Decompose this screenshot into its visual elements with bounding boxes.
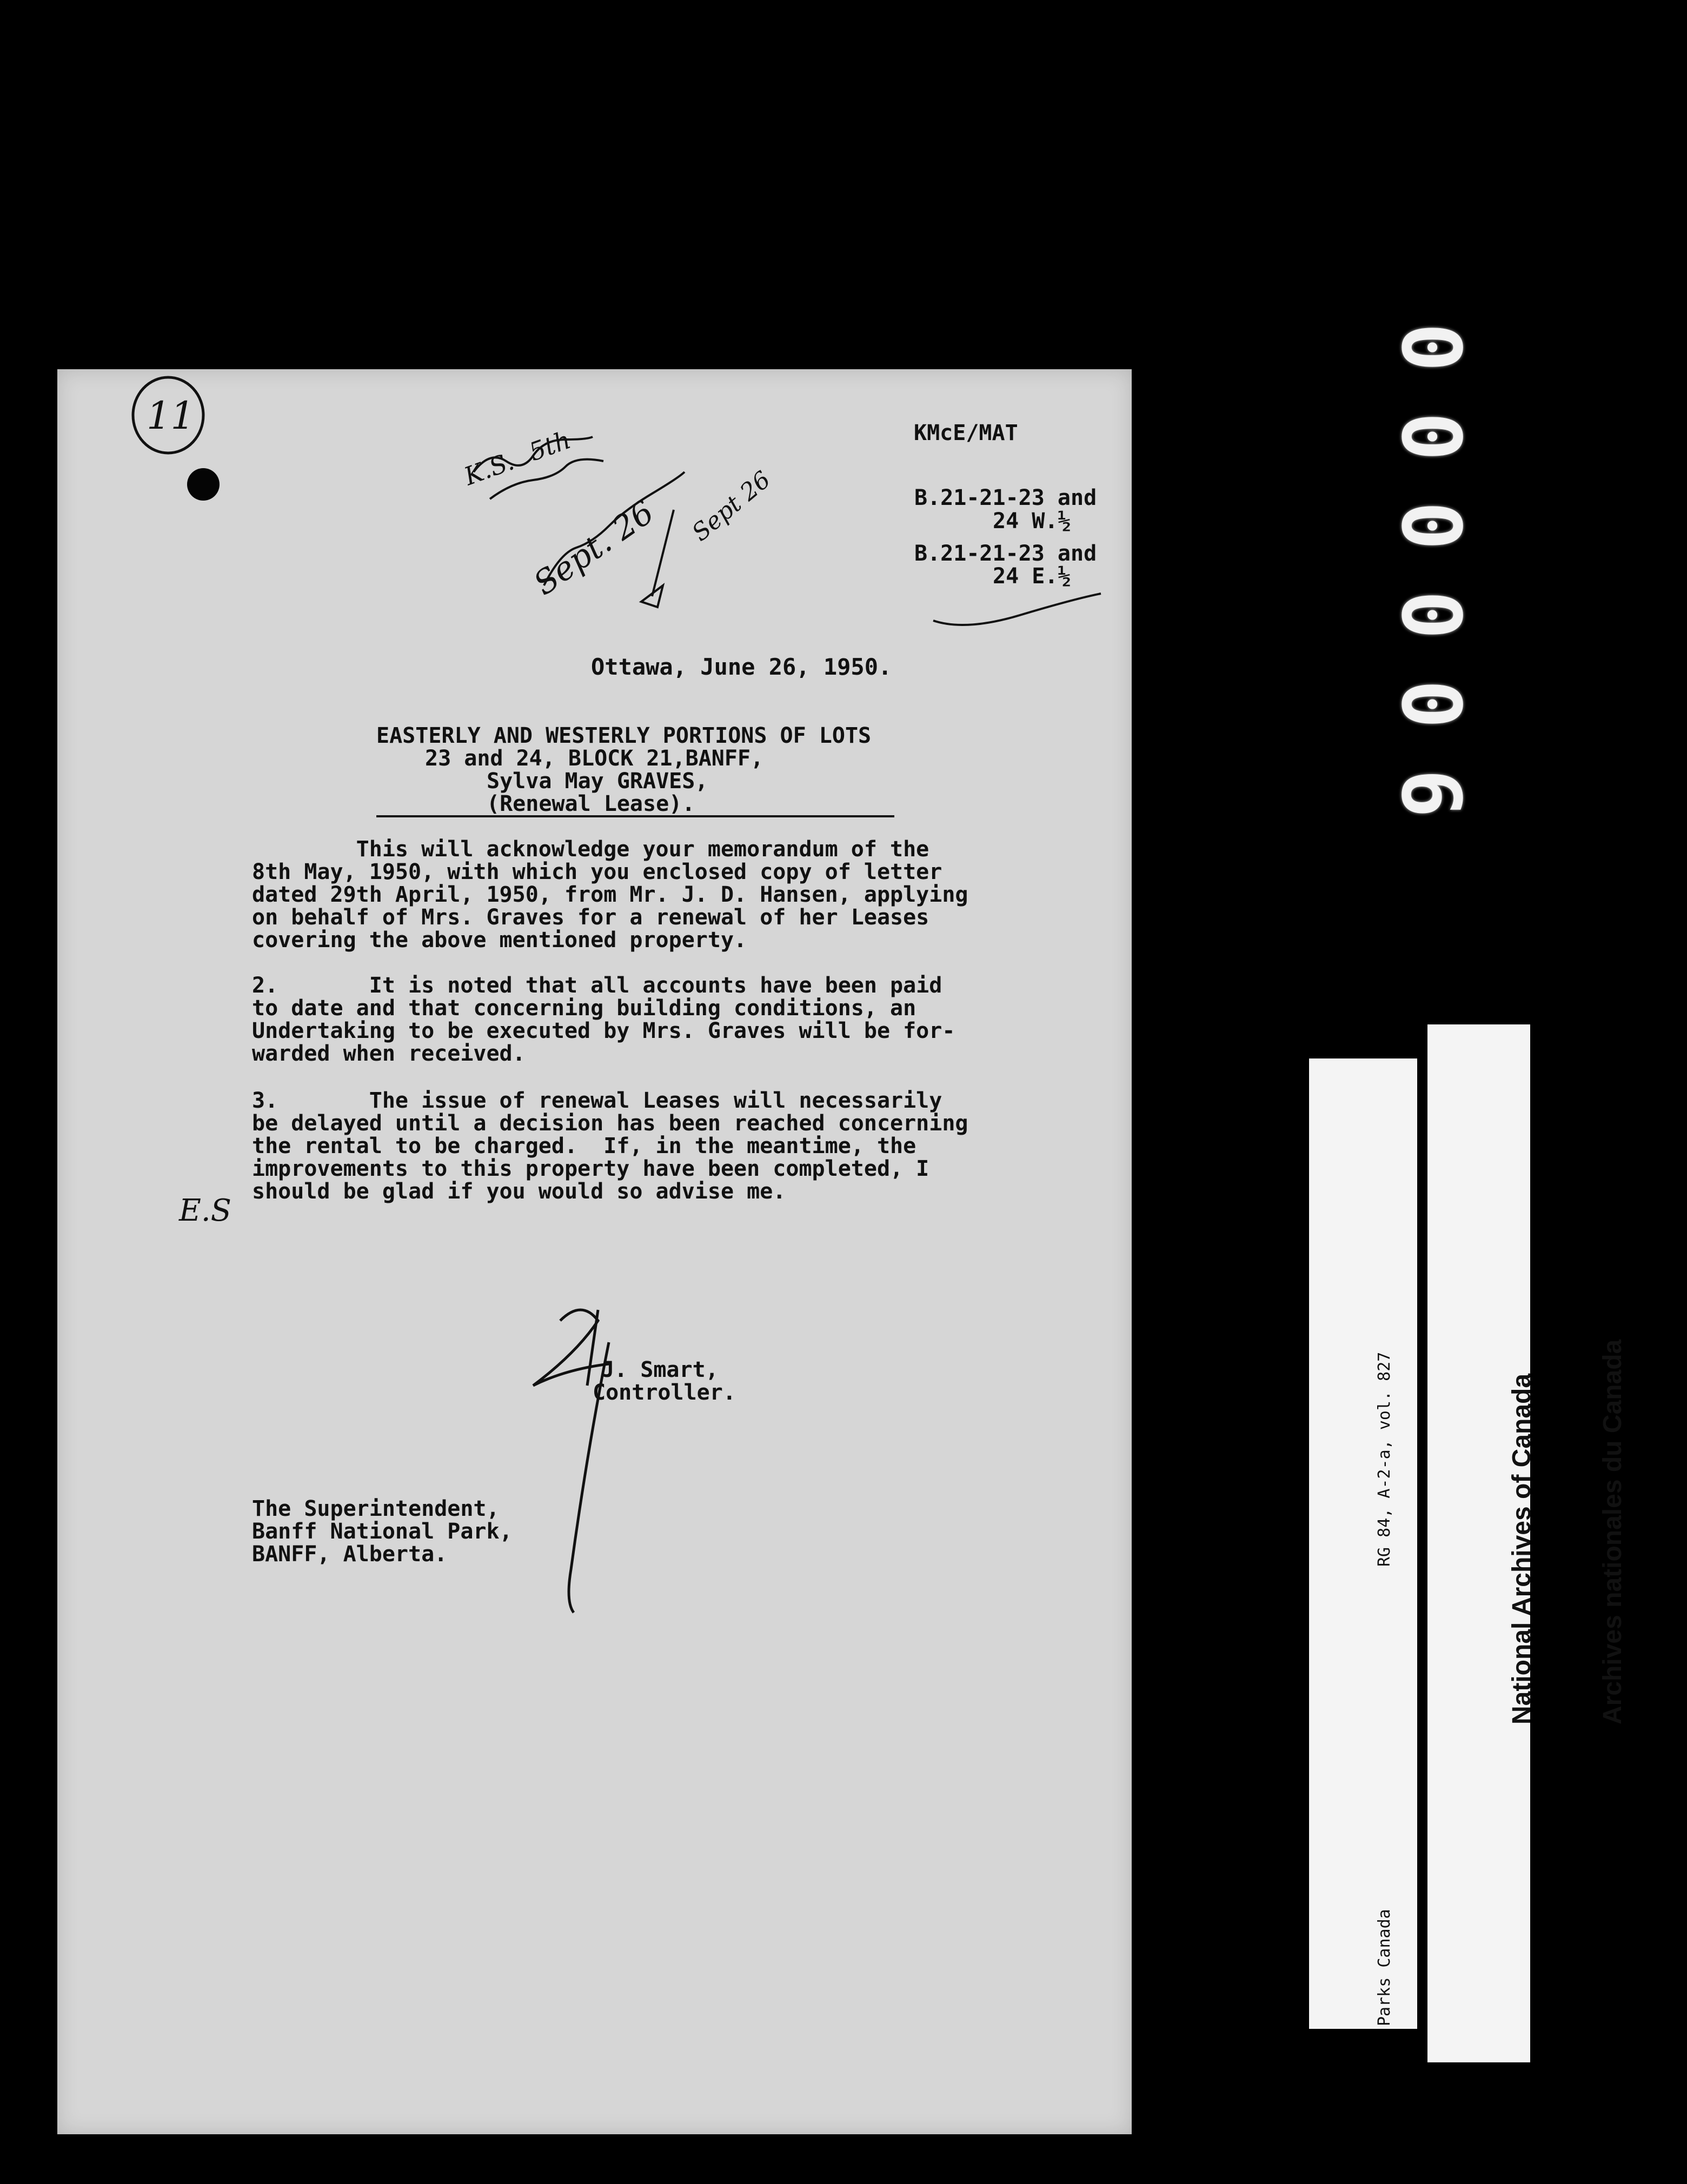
addressee-line-2: Banff National Park, [252, 1519, 513, 1544]
addressee-line-1: The Superintendent, [252, 1496, 500, 1521]
date-line: Ottawa, June 26, 1950. [591, 654, 892, 680]
handwritten-note-4: Sept 26 [687, 465, 776, 547]
margin-initials: E.S [179, 1193, 232, 1228]
creator-text: Parks Canada [1375, 1909, 1394, 2026]
document-page [57, 369, 1132, 2134]
subject-line-1: EASTERLY AND WESTERLY PORTIONS OF LOTS [376, 723, 872, 748]
para1-line-2: 8th May, 1950, with which you enclosed copy of letter [252, 860, 942, 884]
para3-line-4: improvements to this property have been completed, I [252, 1156, 929, 1181]
page-number-handwritten: 11 [147, 394, 195, 438]
para1-line-4: on behalf of Mrs. Graves for a renewal of her Leases [252, 905, 929, 930]
institution-text: National Archives of Canada Archives nationales du Canada [1507, 1339, 1627, 1724]
signature-scrawl [533, 1310, 609, 1613]
handwriting-layer [57, 369, 1132, 2134]
file-ref-4: 24 E.½ [993, 564, 1071, 589]
signatory-name: J. Smart, [601, 1357, 719, 1382]
para1-line-3: dated 29th April, 1950, from Mr. J. D. Hansen, applying [252, 882, 968, 907]
para3-line-3: the rental to be charged. If, in the meantime, the [252, 1134, 916, 1158]
para2-line-3: Undertaking to be executed by Mrs. Graves will be for- [252, 1018, 955, 1043]
para2-line-2: to date and that concerning building conditions, an [252, 996, 916, 1021]
para1-line-5: covering the above mentioned property. [252, 928, 747, 953]
subject-line-2: 23 and 24, BLOCK 21,BANFF, [425, 746, 764, 771]
file-ref-2: 24 W.½ [993, 509, 1071, 534]
file-ref-3: B.21-21-23 and [914, 541, 1097, 566]
subject-line-3: Sylva May GRAVES, [487, 769, 708, 794]
handwritten-note-1: K.S. [460, 446, 518, 491]
frame-number: 0 0 0 0 0 6 [1383, 323, 1478, 818]
reference-code: KMcE/MAT [914, 421, 1018, 445]
reference-text: RG 84, A-2-a, vol. 827 [1375, 1351, 1394, 1567]
archive-reference-label [1309, 1058, 1417, 2029]
para2-line-1: 2. It is noted that all accounts have been paid [252, 973, 942, 998]
subject-line-4: (Renewal Lease). [487, 791, 695, 816]
para3-line-1: 3. The issue of renewal Leases will necessarily [252, 1088, 942, 1113]
file-ref-1: B.21-21-23 and [914, 485, 1097, 510]
para2-line-4: warded when received. [252, 1041, 526, 1066]
ref-underline-scribble [933, 594, 1101, 625]
handwritten-note-2: 5th [525, 425, 575, 467]
handwritten-note-3: Sept. 26 [527, 493, 661, 603]
addressee-line-3: BANFF, Alberta. [252, 1542, 448, 1567]
institution-label [1427, 1024, 1627, 2062]
signatory-title: Controller. [593, 1380, 736, 1405]
punch-hole [187, 468, 220, 501]
para3-line-5: should be glad if you would so advise me. [252, 1179, 786, 1204]
para1-line-1: This will acknowledge your memorandum of the [252, 837, 929, 862]
para3-line-2: be delayed until a decision has been reached concerning [252, 1111, 968, 1136]
